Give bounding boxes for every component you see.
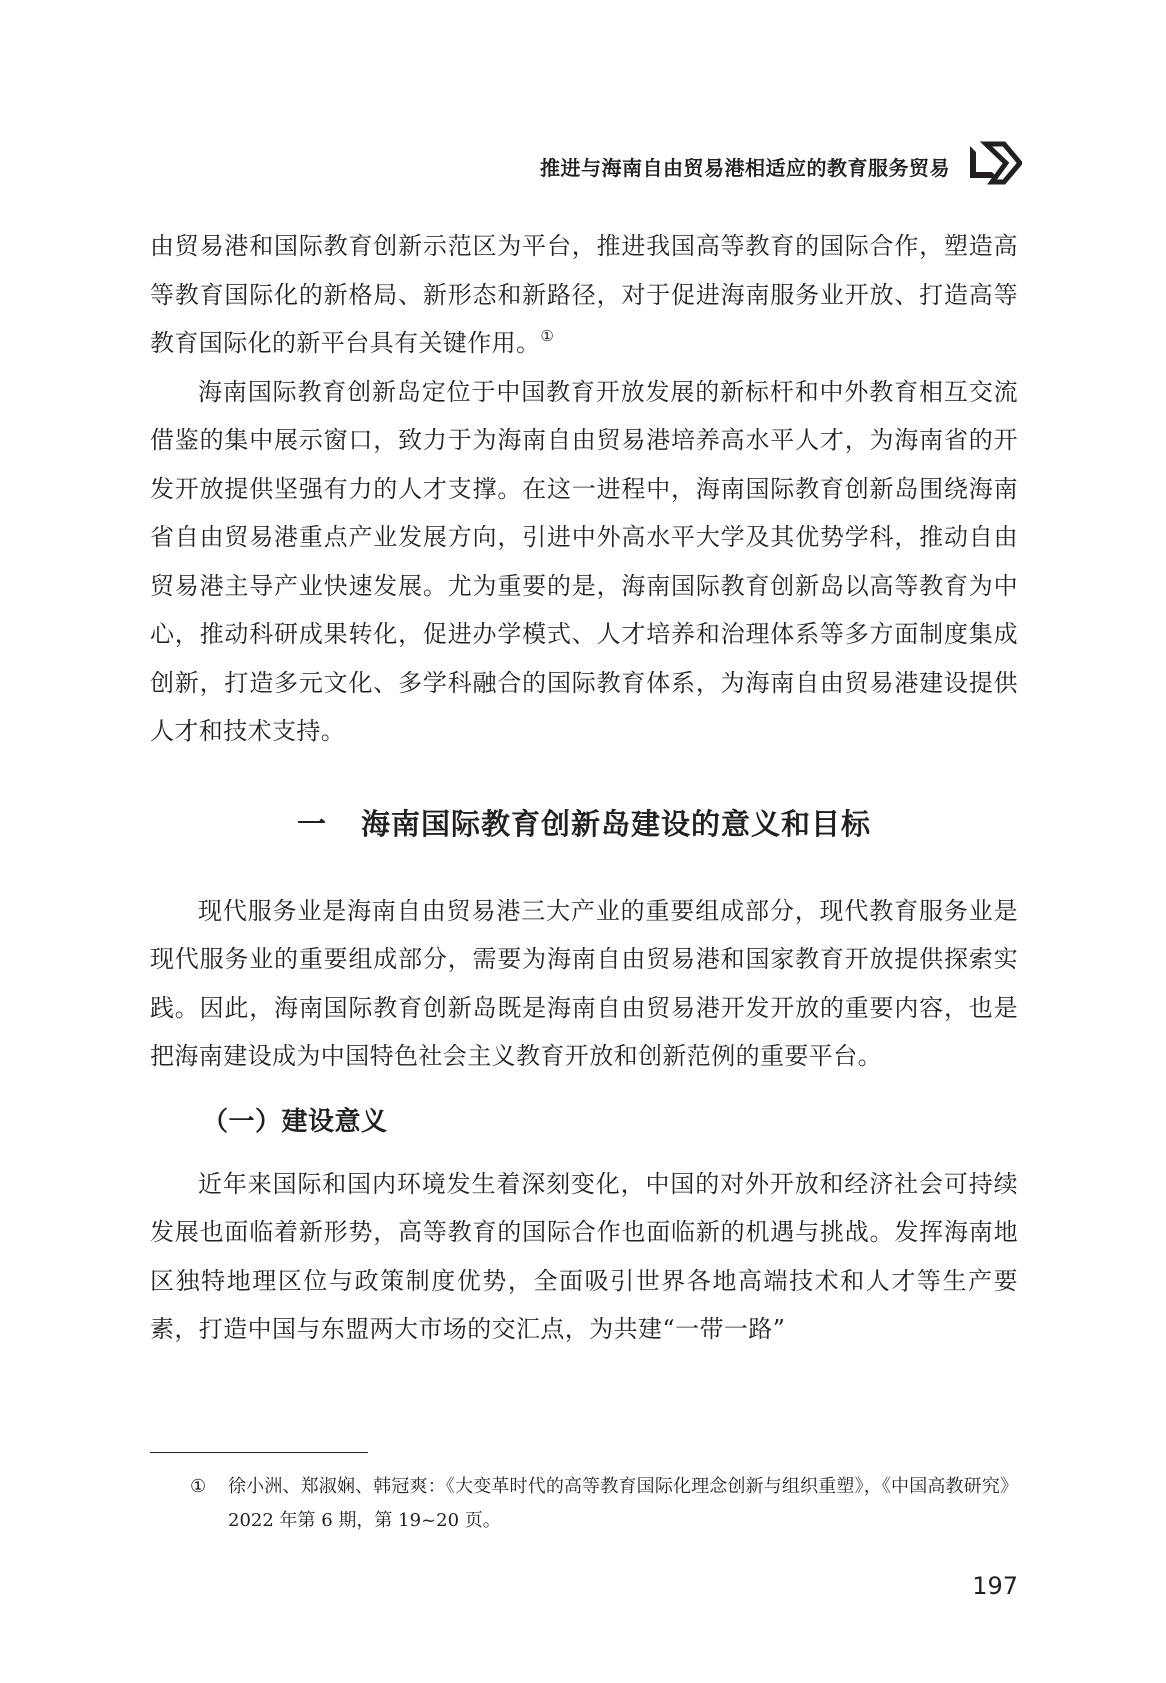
- running-header: [150, 152, 950, 181]
- paragraph: 近年来国际和国内环境发生着深刻变化，中国的对外开放和经济社会可持续发展也面临着新形势，高等教育的国际合作也面临新的机遇与挑战。发挥海南地区独特地理区位与政策制度优势，全面吸引世界各地高端技术和人才等生产要素，打造中国与东盟两大市场的交汇点，为共建“一带一路”: [150, 1169, 1018, 1343]
- paragraph: 现代服务业是海南自由贸易港三大产业的重要组成部分，现代教育服务业是现代服务业的重要组成部分，需要为海南自由贸易港和国家教育开放提供探索实践。因此，海南国际教育创新岛既是海南自由贸易港开发开放的重要内容，也是把海南建设成为中国特色社会主义教育开放和创新范例的重要平台。: [150, 896, 1018, 1070]
- chevron-arrow-icon: [968, 140, 1022, 186]
- page-body: [150, 222, 1018, 1354]
- paragraph: 海南国际教育创新岛定位于中国教育开放发展的新标杆和中外教育相互交流借鉴的集中展示窗口，致力于为海南自由贸易港培养高水平人才，为海南省的开发开放提供坚强有力的人才支撑。在这一进程中，海南国际教育创新岛围绕海南省自由贸易港重点产业发展方向，引进中外高水平大学及其优势学科，推动自由贸易港主导产业快速发展。尤为重要的是，海南国际教育创新岛以高等教育为中心，推动科研成果转化，促进办学模式、人才培养和治理体系等多方面制度集成创新，打造多元文化、多学科融合的国际教育体系，为海南自由贸易港建设提供人才和技术支持。: [150, 377, 1018, 745]
- paragraph-continued: [150, 222, 1018, 368]
- section-title: 海南国际教育创新岛建设的意义和目标: [361, 806, 872, 841]
- footnote: [190, 1470, 1018, 1538]
- paragraph-text: 由贸易港和国际教育创新示范区为平台，推进我国高等教育的国际合作，塑造高等教育国际化的新格局、新形态和新路径，对于促进海南服务业开放、打造高等教育国际化的新平台具有关键作用。: [150, 232, 1018, 357]
- footnote-divider: [150, 1452, 368, 1453]
- subsection-heading: （一）建设意义: [202, 1106, 388, 1137]
- footnote-mark: ①: [190, 1476, 207, 1497]
- page-number: 197: [972, 1572, 1018, 1600]
- footnote-text: 徐小洲、郑淑娴、韩冠爽：《大变革时代的高等教育国际化理念创新与组织重塑》，《中国高教研究》2022 年第 6 期，第 19~20 页。: [228, 1476, 1018, 1531]
- section-number: 一: [296, 806, 327, 841]
- running-header-title: 推进与海南自由贸易港相适应的教育服务贸易: [540, 156, 950, 180]
- footnote-reference[interactable]: ①: [540, 327, 555, 345]
- section-heading: [150, 756, 1018, 887]
